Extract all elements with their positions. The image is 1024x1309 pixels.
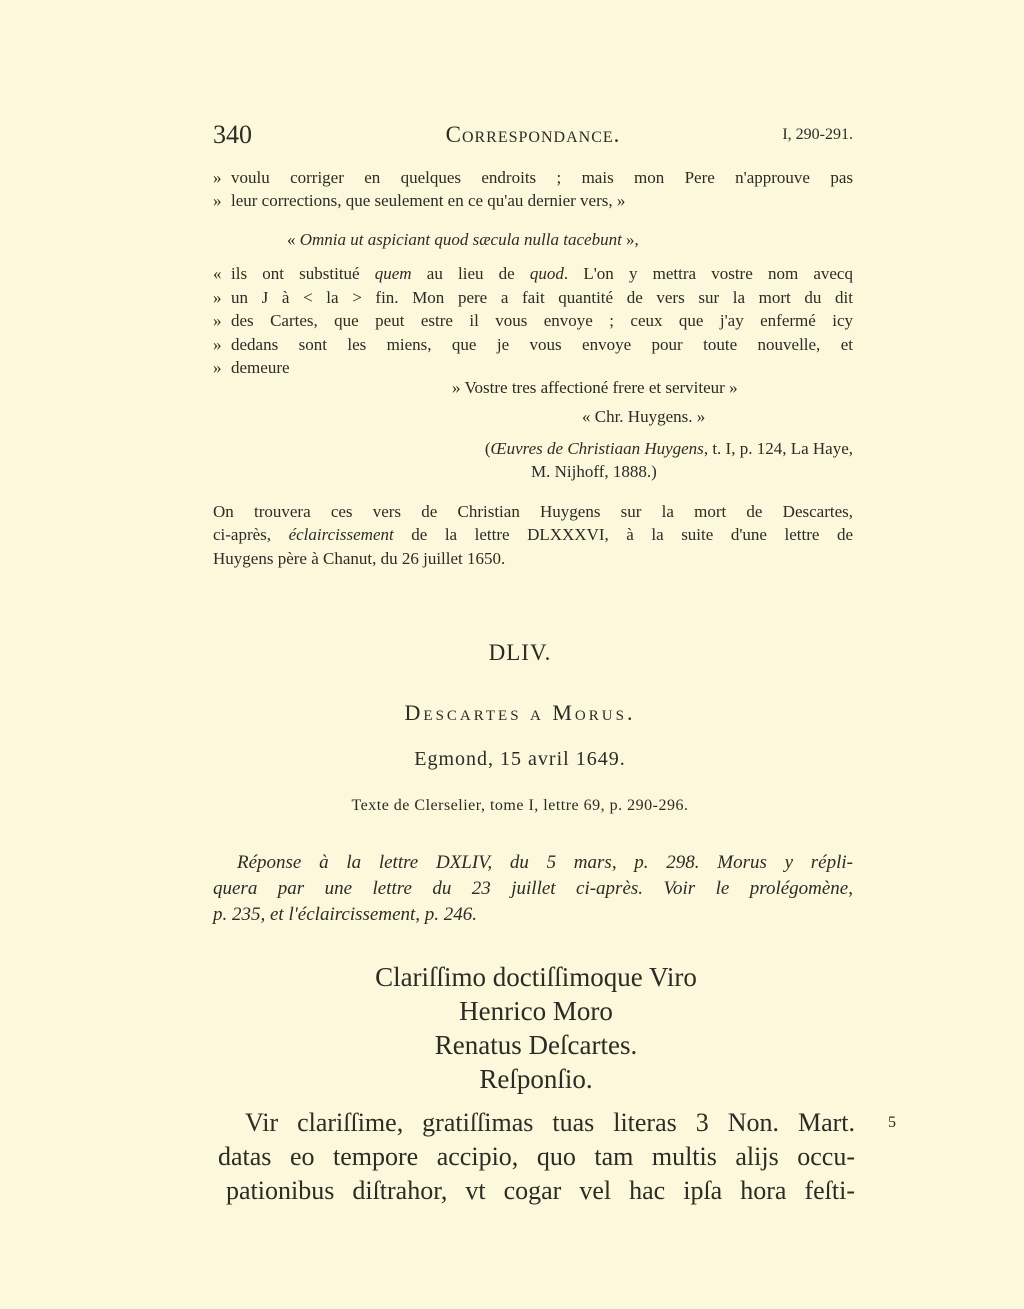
letter-number: DLIV. — [488, 640, 552, 665]
address-line: Clariſſimo doctiſſimoque Viro — [375, 962, 697, 992]
quote-line: » demeure — [213, 358, 290, 377]
body-line: Vir clariſſime, gratiſſimas tuas literas 3 Non. Mart. — [245, 1108, 855, 1137]
paragraph-line: On trouvera ces vers de Christian Huygens sur la mort de Descartes, — [213, 502, 853, 521]
paragraph-line: ci-après, éclaircissement de la lettre DLXXXVI, à la suite d'une lettre de — [213, 525, 853, 544]
editorial-note-line: Réponse à la lettre DXLIV, du 5 mars, p. 298. Morus y répli- — [237, 852, 853, 873]
verse-line: « Omnia ut aspiciant quod sæcula nulla tacebunt », — [287, 230, 639, 249]
page-number: 340 — [213, 120, 252, 149]
letter-place-date: Egmond, 15 avril 1649. — [414, 748, 626, 770]
margin-line-number: 5 — [888, 1114, 896, 1131]
page-reference: I, 290-291. — [782, 126, 853, 143]
address-line: Reſponſio. — [479, 1064, 593, 1094]
letter-source: Texte de Clerselier, tome I, lettre 69, p. 290-296. — [351, 797, 689, 814]
citation-line: M. Nijhoff, 1888.) — [531, 462, 657, 481]
running-title: Correspondance. — [445, 122, 621, 147]
body-line: pationibus diſtrahor, vt cogar vel hac ipſa hora feſti- — [226, 1176, 855, 1205]
body-line: datas eo tempore accipio, quo tam multis alijs occu- — [218, 1142, 855, 1171]
quote-line: » dedans sont les miens, que je vous envoye pour toute nouvelle, et — [213, 335, 853, 354]
quote-line: » des Cartes, que peut estre il vous envoye ; ceux que j'ay enfermé icy — [213, 311, 853, 330]
quote-line: « ils ont substitué quem au lieu de quod. L'on y mettra vostre nom avecq — [213, 264, 853, 283]
editorial-note-line: p. 235, et l'éclaircissement, p. 246. — [213, 904, 478, 925]
letter-title: Descartes a Morus. — [404, 700, 636, 725]
closing-salutation: » Vostre tres affectioné frere et serviteur » — [452, 378, 738, 397]
citation-line: (Œuvres de Christiaan Huygens, t. I, p. 124, La Haye, — [484, 439, 853, 458]
quote-line: » un J à < la > fin. Mon pere a fait quantité de vers sur la mort du dit — [213, 288, 853, 307]
address-line: Henrico Moro — [459, 996, 613, 1026]
quote-line: » leur corrections, que seulement en ce qu'au dernier vers, » — [213, 191, 626, 210]
paragraph-line: Huygens père à Chanut, du 26 juillet 1650. — [213, 549, 506, 568]
address-line: Renatus Deſcartes. — [434, 1030, 638, 1060]
closing-signature: « Chr. Huygens. » — [582, 407, 706, 426]
editorial-note-line: quera par une lettre du 23 juillet ci-après. Voir le prolégomène, — [213, 878, 853, 899]
page-header — [213, 120, 853, 150]
quote-line: » voulu corriger en quelques endroits ; mais mon Pere n'approuve pas — [213, 168, 853, 187]
